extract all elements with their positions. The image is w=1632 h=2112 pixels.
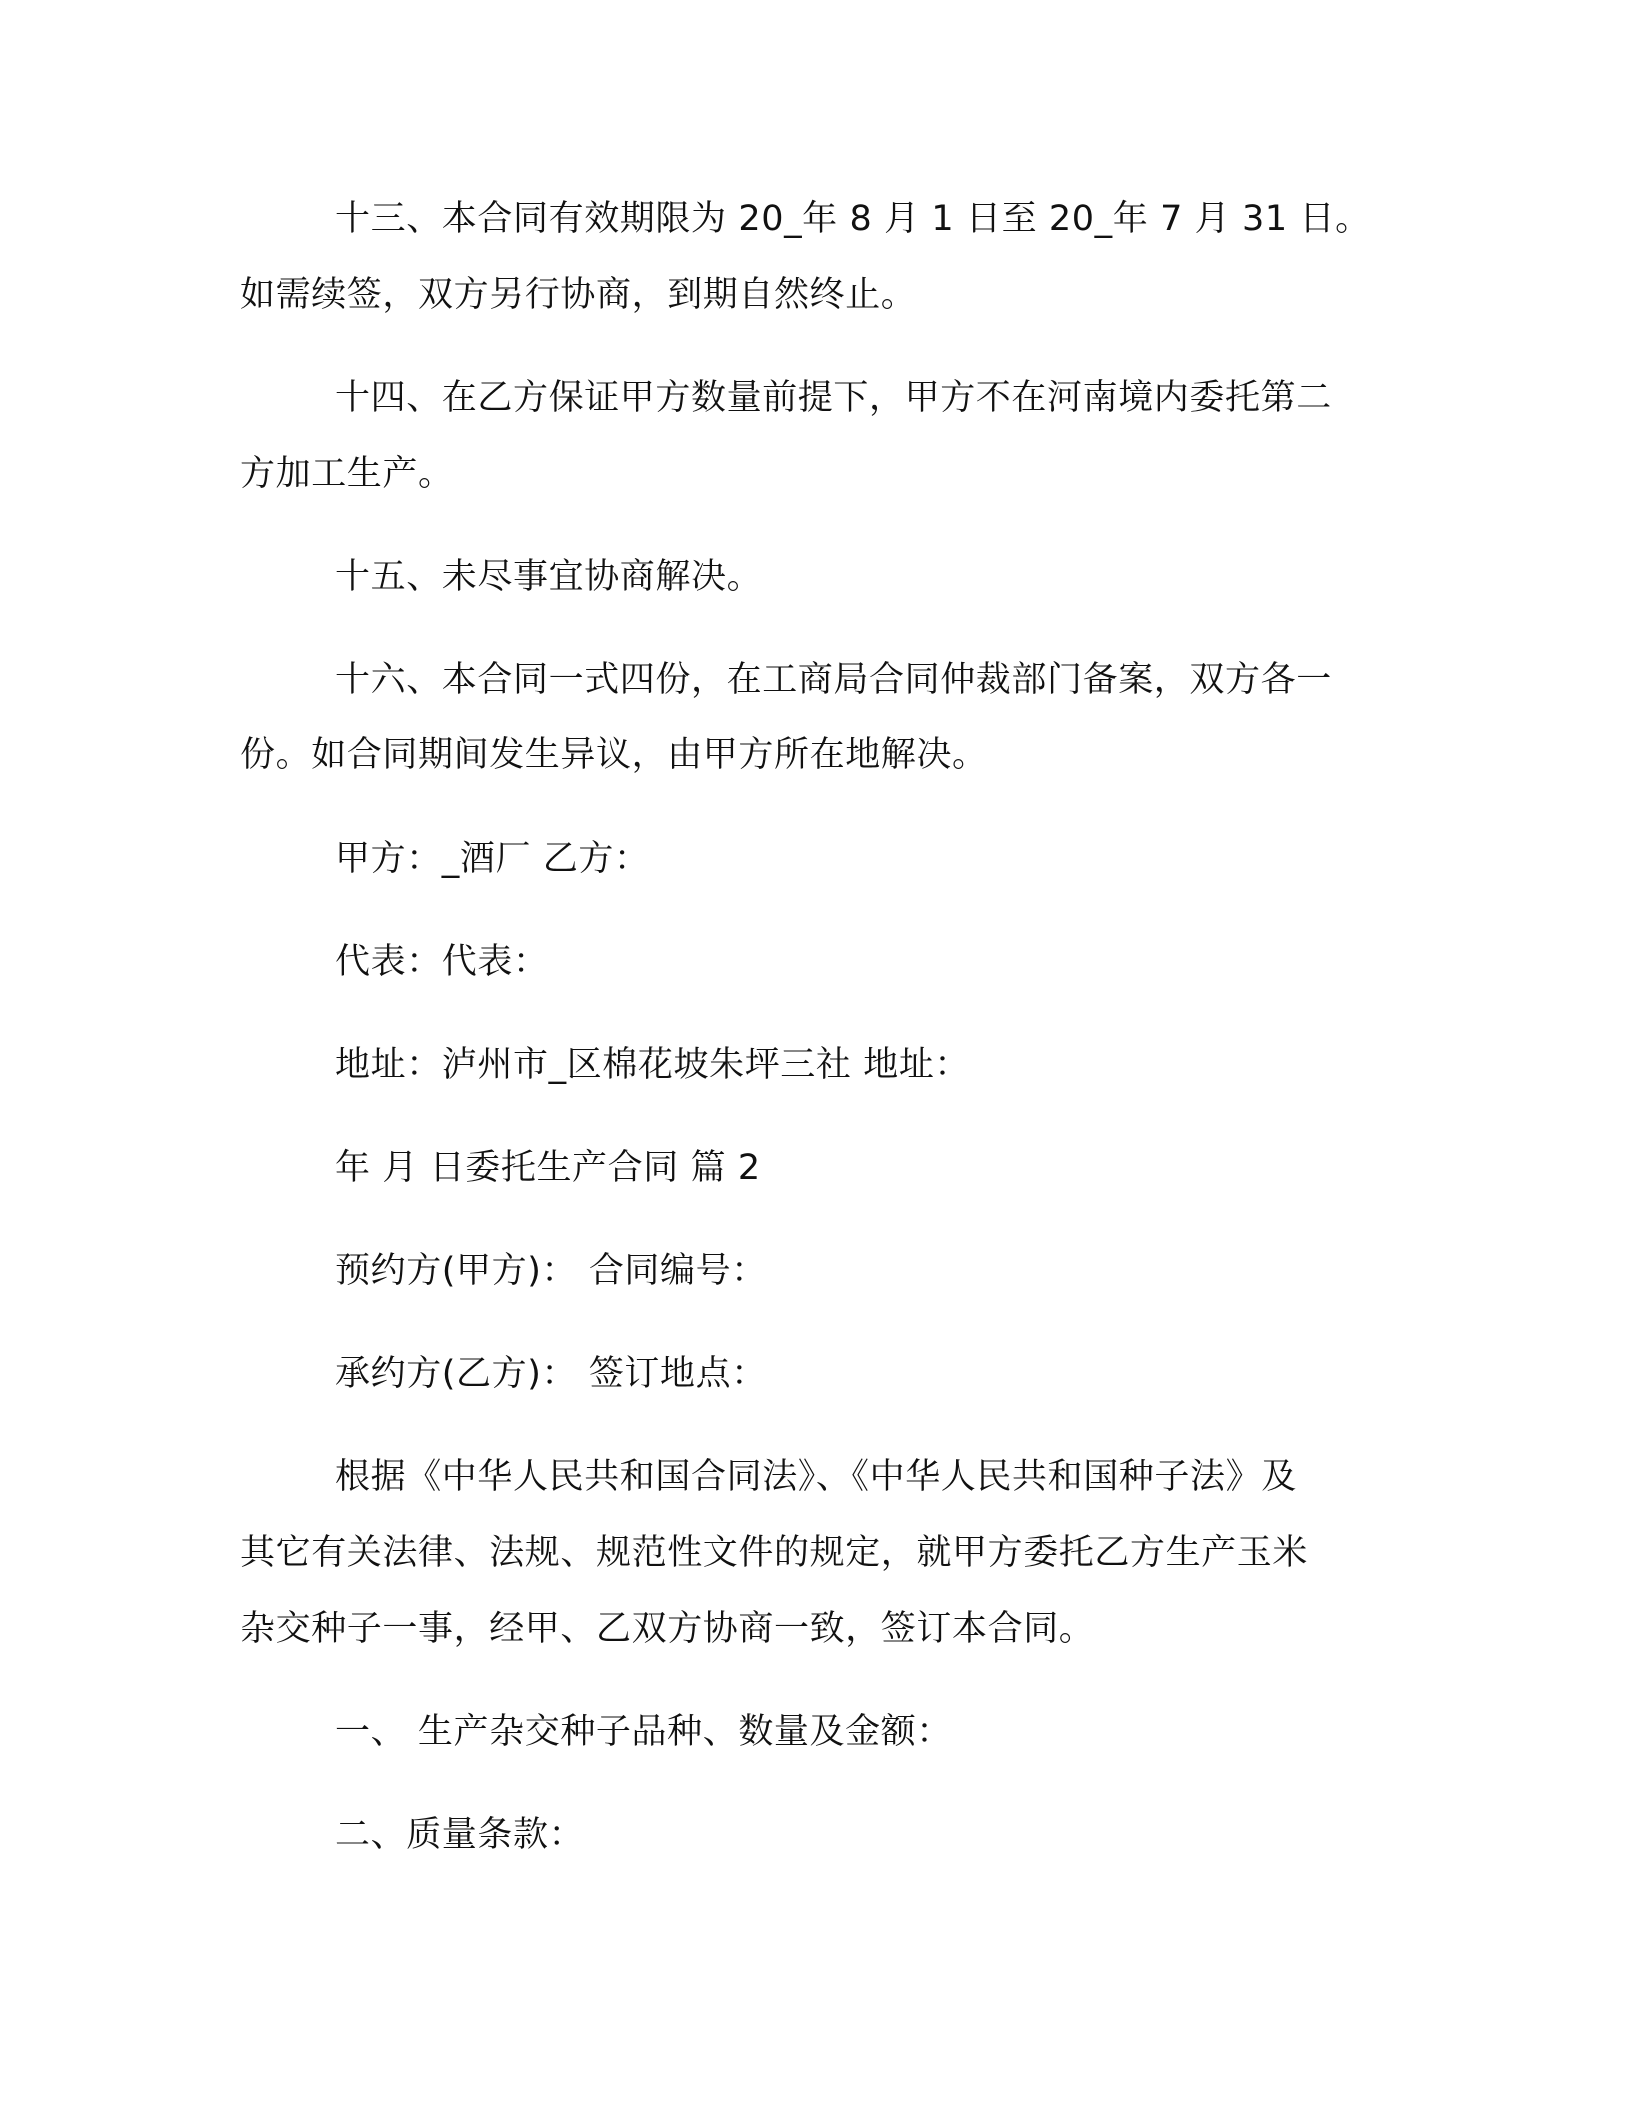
article-2-heading: 二、质量条款： — [335, 1815, 585, 1855]
representatives: 代表：代表： — [335, 942, 549, 982]
clause-13-line-2: 如需续签，双方另行协商，到期自然终止。 — [240, 275, 917, 315]
clause-13-line-1: 十三、本合同有效期限为 20_年 8 月 1 日至 20_年 7 月 31 日。 — [335, 199, 1371, 239]
clause-16-line-2: 份。如合同期间发生异议，由甲方所在地解决。 — [240, 735, 988, 775]
article-1-heading: 一、 生产杂交种子品种、数量及金额： — [335, 1712, 952, 1752]
clause-14-line-2: 方加工生产。 — [240, 454, 454, 494]
preamble-line-1: 根据《中华人民共和国合同法》、《中华人民共和国种子法》及 — [335, 1457, 1297, 1497]
preamble-line-3: 杂交种子一事，经甲、乙双方协商一致，签订本合同。 — [240, 1609, 1095, 1649]
party-a-contract-number: 预约方(甲方)： 合同编号： — [335, 1251, 767, 1291]
addresses: 地址：泸州市_区棉花坡朱坪三社 地址： — [335, 1045, 971, 1085]
clause-14-line-1: 十四、在乙方保证甲方数量前提下，甲方不在河南境内委托第二 — [335, 378, 1332, 418]
party-names: 甲方：_酒厂 乙方： — [335, 839, 650, 879]
party-b-signing-place: 承约方(乙方)： 签订地点： — [335, 1354, 767, 1394]
clause-15: 十五、未尽事宜协商解决。 — [335, 557, 763, 597]
preamble-line-2: 其它有关法律、法规、规范性文件的规定，就甲方委托乙方生产玉米 — [240, 1533, 1309, 1573]
section-heading-2: 年 月 日委托生产合同 篇 2 — [335, 1148, 761, 1188]
clause-16-line-1: 十六、本合同一式四份，在工商局合同仲裁部门备案，双方各一 — [335, 660, 1332, 700]
